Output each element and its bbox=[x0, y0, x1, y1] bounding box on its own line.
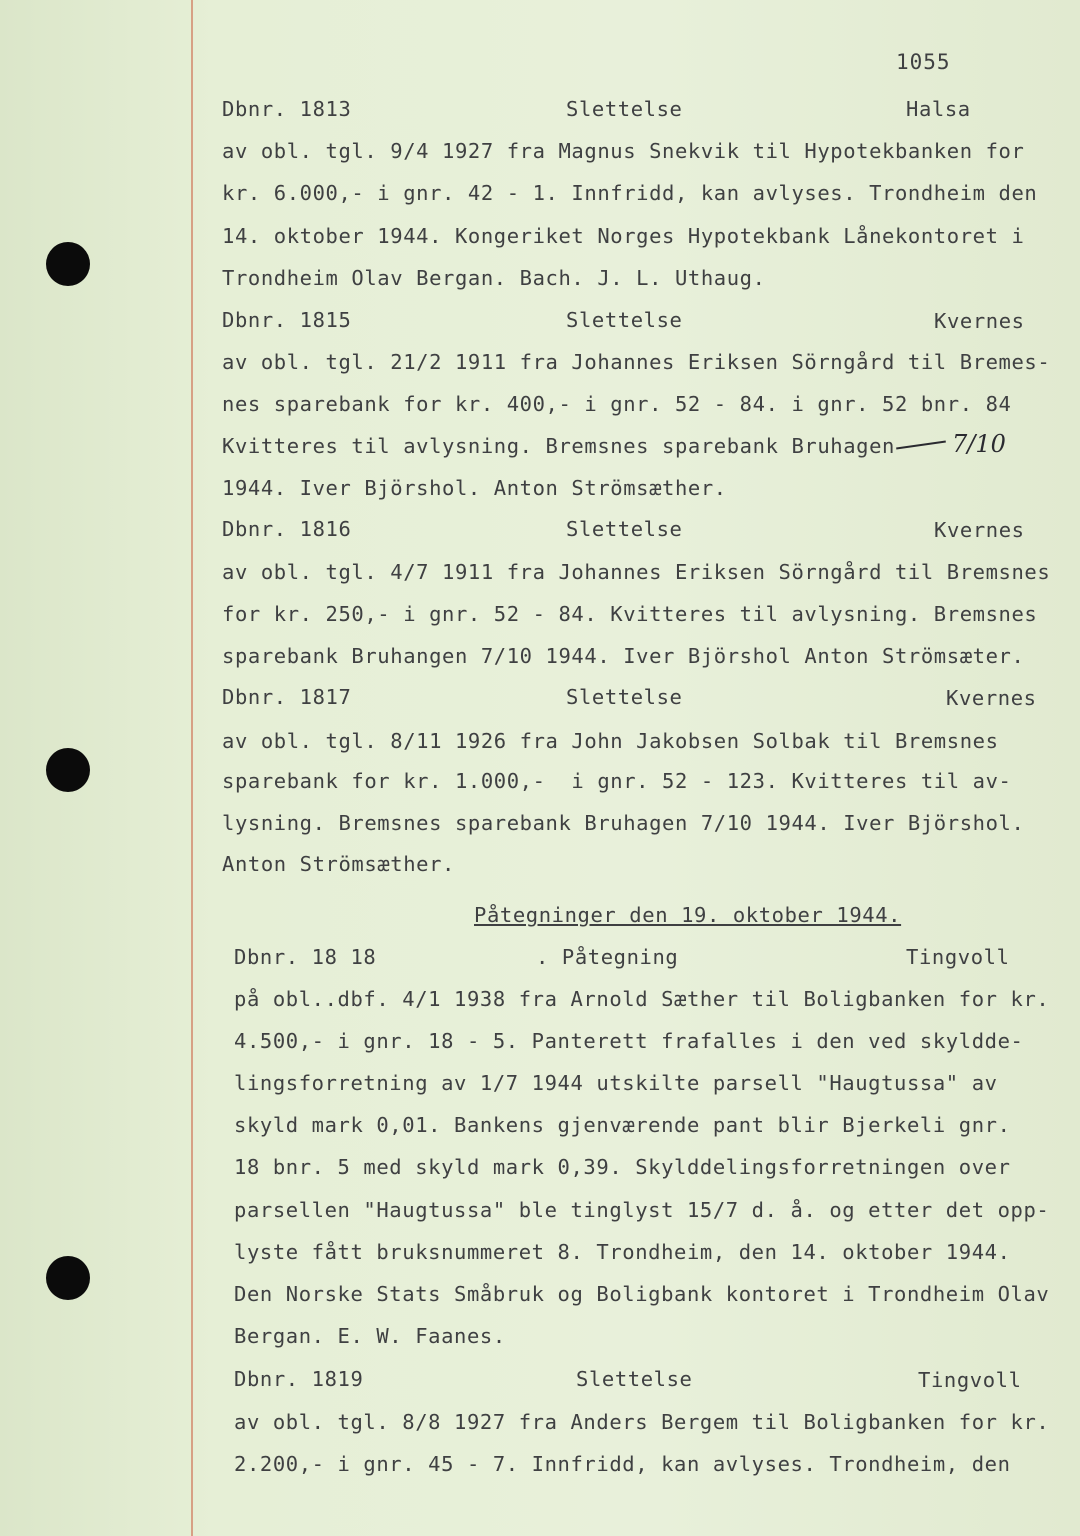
entry-dbnr: Dbnr. 18 18 bbox=[234, 945, 377, 969]
entry-line: sparebank Bruhangen 7/10 1944. Iver Björshol Anton Strömsæter. bbox=[222, 644, 1025, 668]
entry-line: av obl. tgl. 9/4 1927 fra Magnus Snekvik til Hypotekbanken for bbox=[222, 139, 1025, 163]
handwritten-date: 7/10 bbox=[952, 430, 1006, 458]
entry-line: skyld mark 0,01. Bankens gjenværende pant blir Bjerkeli gnr. bbox=[234, 1113, 1011, 1137]
entry-line: lysning. Bremsnes sparebank Bruhagen 7/10 1944. Iver Björshol. bbox=[222, 811, 1025, 835]
entry-place: Halsa bbox=[906, 97, 971, 121]
entry-dbnr: Dbnr. 1819 bbox=[234, 1367, 364, 1391]
entry-type: Slettelse bbox=[566, 517, 683, 541]
entry-place: Tingvoll bbox=[918, 1368, 1022, 1392]
punch-hole bbox=[46, 242, 90, 286]
entry-line: av obl. tgl. 8/8 1927 fra Anders Bergem til Boligbanken for kr. bbox=[234, 1410, 1050, 1434]
entry-place: Tingvoll bbox=[906, 945, 1010, 969]
entry-place: Kvernes bbox=[934, 518, 1025, 542]
entry-line: 1944. Iver Björshol. Anton Strömsæther. bbox=[222, 476, 727, 500]
entry-line: nes sparebank for kr. 400,- i gnr. 52 - 84. i gnr. 52 bnr. 84 bbox=[222, 392, 1012, 416]
entry-line: 18 bnr. 5 med skyld mark 0,39. Skylddelingsforretningen over bbox=[234, 1155, 1011, 1179]
entry-line: for kr. 250,- i gnr. 52 - 84. Kvitteres til avlysning. Bremsnes bbox=[222, 602, 1038, 626]
entry-line: Bergan. E. W. Faanes. bbox=[234, 1324, 506, 1348]
entry-line: 14. oktober 1944. Kongeriket Norges Hypotekbank Lånekontoret i bbox=[222, 224, 1025, 248]
entry-type: Slettelse bbox=[566, 97, 683, 121]
entry-line: Den Norske Stats Småbruk og Boligbank kontoret i Trondheim Olav bbox=[234, 1282, 1050, 1306]
entry-dbnr: Dbnr. 1816 bbox=[222, 517, 352, 541]
entry-line: Anton Strömsæther. bbox=[222, 852, 455, 876]
entry-dbnr: Dbnr. 1817 bbox=[222, 685, 352, 709]
entry-line: parsellen "Haugtussa" ble tinglyst 15/7 d. å. og etter det opp- bbox=[234, 1198, 1050, 1222]
entry-type: . Påtegning bbox=[536, 945, 679, 969]
entry-place: Kvernes bbox=[946, 686, 1037, 710]
section-title: Påtegninger den 19. oktober 1944. bbox=[474, 903, 902, 927]
strikethrough-mark bbox=[896, 441, 946, 450]
punch-hole bbox=[46, 1256, 90, 1300]
entry-line: på obl..dbf. 4/1 1938 fra Arnold Sæther til Boligbanken for kr. bbox=[234, 987, 1050, 1011]
punch-hole bbox=[46, 748, 90, 792]
red-margin-line bbox=[191, 0, 193, 1536]
page-number: 1055 bbox=[896, 50, 951, 74]
entry-line: av obl. tgl. 21/2 1911 fra Johannes Eriksen Sörngård til Bremes- bbox=[222, 350, 1051, 374]
entry-type: Slettelse bbox=[566, 685, 683, 709]
entry-dbnr: Dbnr. 1815 bbox=[222, 308, 352, 332]
entry-dbnr: Dbnr. 1813 bbox=[222, 97, 352, 121]
entry-line: sparebank for kr. 1.000,- i gnr. 52 - 123. Kvitteres til av- bbox=[222, 769, 1012, 793]
entry-line: av obl. tgl. 8/11 1926 fra John Jakobsen Solbak til Bremsnes bbox=[222, 729, 999, 753]
entry-type: Slettelse bbox=[566, 308, 683, 332]
entry-line: 4.500,- i gnr. 18 - 5. Panterett frafalles i den ved skyldde- bbox=[234, 1029, 1024, 1053]
entry-line: 2.200,- i gnr. 45 - 7. Innfridd, kan avlyses. Trondheim, den bbox=[234, 1452, 1011, 1476]
entry-line: av obl. tgl. 4/7 1911 fra Johannes Eriksen Sörngård til Bremsnes bbox=[222, 560, 1051, 584]
entry-line: Trondheim Olav Bergan. Bach. J. L. Uthaug. bbox=[222, 266, 766, 290]
entry-line: Kvitteres til avlysning. Bremsnes sparebank Bruhagen bbox=[222, 434, 895, 458]
entry-place: Kvernes bbox=[934, 309, 1025, 333]
entry-line: lingsforretning av 1/7 1944 utskilte parsell "Haugtussa" av bbox=[234, 1071, 998, 1095]
entry-line: lyste fått bruksnummeret 8. Trondheim, den 14. oktober 1944. bbox=[234, 1240, 1011, 1264]
entry-type: Slettelse bbox=[576, 1367, 693, 1391]
entry-line: kr. 6.000,- i gnr. 42 - 1. Innfridd, kan avlyses. Trondheim den bbox=[222, 181, 1038, 205]
